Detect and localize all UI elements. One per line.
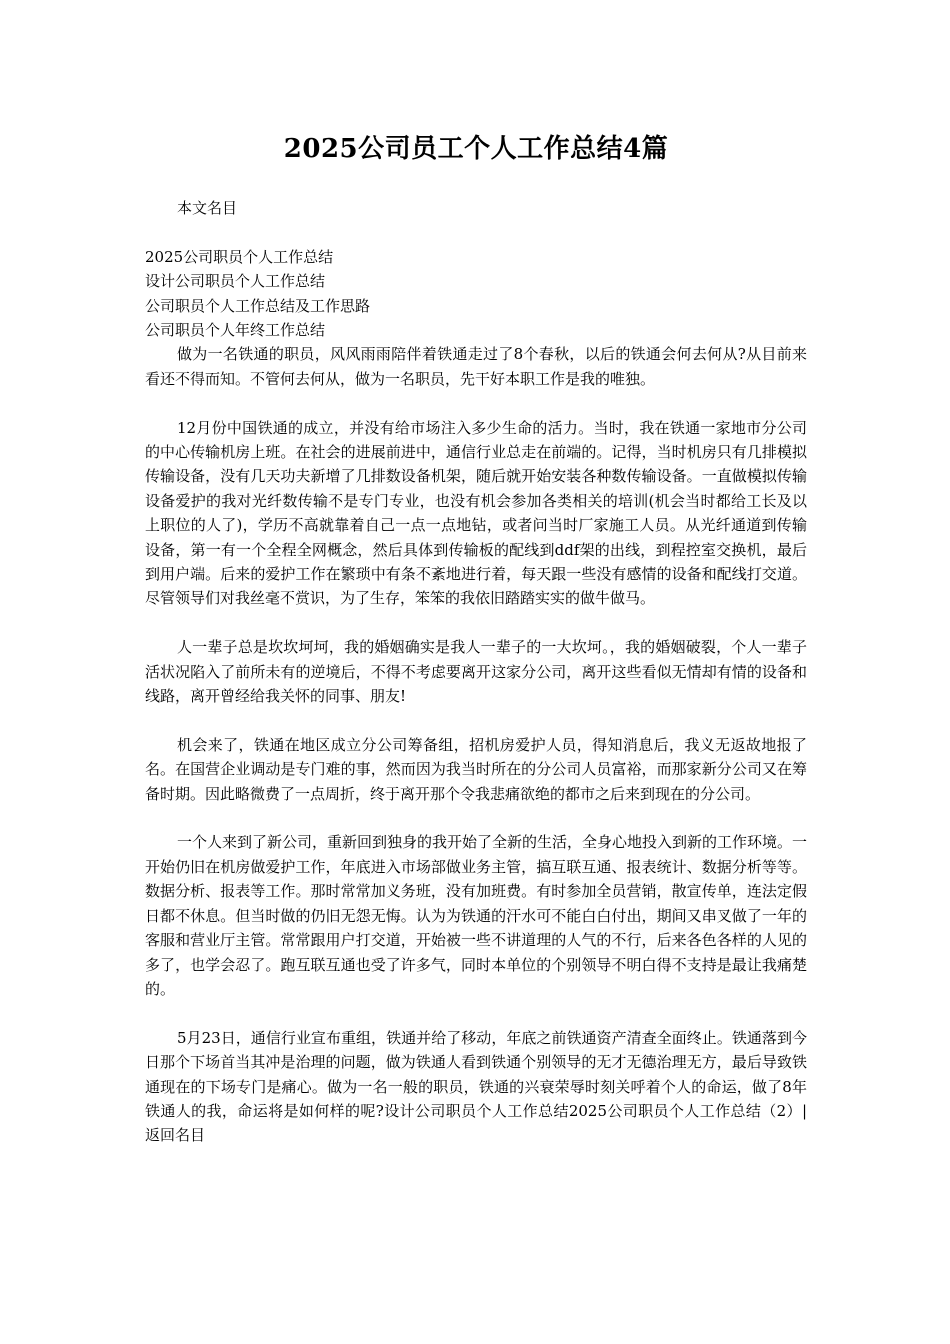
spacer bbox=[145, 391, 807, 415]
toc-item[interactable]: 2025公司职员个人工作总结 bbox=[145, 247, 334, 266]
back-to-toc-link[interactable]: | 返回名目 bbox=[145, 1101, 807, 1145]
body-paragraph: 机会来了，铁通在地区成立分公司筹备组，招机房爱护人员，得知消息后，我义无返故地报了名。在国营企业调动是专门难的事，然而因为我当时所在的分公司人员富裕，而那家新分公司又在筹备时期。因此略微费了一点周折，终于离开那个令我悲痛欲绝的都市之后来到现在的分公司。 bbox=[145, 735, 807, 803]
document-page bbox=[145, 130, 807, 1148]
table-of-contents bbox=[145, 245, 807, 343]
spacer bbox=[145, 611, 807, 635]
spacer bbox=[145, 1001, 807, 1025]
body-paragraph: 做为一名铁通的职员，风风雨雨陪伴着铁通走过了8个春秋，以后的铁通会何去何从?从目前来看还不得而知。不管何去何从，做为一名职员，先干好本职工作是我的唯独。 bbox=[145, 345, 807, 388]
toc-item[interactable]: 公司职员个人工作总结及工作思路 bbox=[145, 296, 371, 315]
toc-item[interactable]: 设计公司职员个人工作总结 bbox=[145, 272, 326, 291]
body-paragraph: 12月份中国铁通的成立，并没有给市场注入多少生命的活力。当时，我在铁通一家地市分公司的中心传输机房上班。在社会的进展前进中，通信行业总走在前端的。记得，当时机房只有几排模拟传输设备，没有几天功夫新增了几排数设备机架，随后就开始安装各种数传输设备。一直做模拟传输设备爱护的我对光纤数传输不是专门专业，也没有机会参加各类相关的培训(机会当时都给工长及以上职位的人了)，学历不高就靠着自己一点一点地钻，或者问当时厂家施工人员。从光纤通道到传输设备，第一有一个全程全网概念，然后具体到传输板的配线到ddf架的出线，到程控室交换机，最后到用户端。后来的爱护工作在繁琐中有条不紊地进行着，每天跟一些没有感情的设备和配线打交道。尽管领导们对我丝毫不赏识，为了生存，笨笨的我依旧踏踏实实的做牛做马。 bbox=[145, 418, 807, 608]
body-paragraph: 一个人来到了新公司，重新回到独身的我开始了全新的生活，全身心地投入到新的工作环境。一开始仍旧在机房做爱护工作，年底进入市场部做业务主管，搞互联互通、报表统计、数据分析等等。数据分析、报表等工作。那时常常加义务班，没有加班费。有时参加全员营销，散宣传单，连法定假日都不休息。但当时做的仍旧无怨无悔。认为为铁通的汗水可不能白白付出，期间又串叉做了一年的客服和营业厅主管。常常跟用户打交道，开始被一些不讲道理的人气的不行，后来各色各样的人见的多了，也学会忍了。跑互联互通也受了许多气，同时本单位的个别领导不明白得不支持是最让我痛楚的。 bbox=[145, 833, 808, 998]
paragraph-text: 5月23日，通信行业宣布重组，铁通并给了移动，年底之前铁通资产清查全面终止。铁通落到今日那个下场首当其冲是治理的问题，做为铁通人看到铁通个别领导的无才无德治理无方，最后导致铁通现在的下场专门是痛心。做为一名一般的职员，铁通的兴衰荣辱时刻关呼着个人的命运，做了8年铁通人的我，命运将是如何样的呢?设计公司职员个人工作总结2025公司职员个人工作总结（2） bbox=[145, 1028, 807, 1120]
spacer bbox=[145, 708, 807, 732]
body-paragraph-last bbox=[145, 1026, 807, 1148]
spacer bbox=[145, 806, 807, 830]
document-title: 2025公司员工个人工作总结4篇 bbox=[283, 134, 669, 164]
toc-item[interactable]: 公司职员个人年终工作总结 bbox=[145, 321, 326, 340]
body-paragraph: 人一辈子总是坎坎坷坷，我的婚姻确实是我人一辈子的一大坎坷。，我的婚姻破裂，个人一辈子活状况陷入了前所未有的逆境后，不得不考虑要离开这家分公司，离开这些看似无情却有情的设备和线路，离开曾经给我关怀的同事、朋友! bbox=[145, 638, 807, 706]
toc-heading: 本文名目 bbox=[177, 199, 238, 217]
spacer bbox=[145, 220, 807, 244]
